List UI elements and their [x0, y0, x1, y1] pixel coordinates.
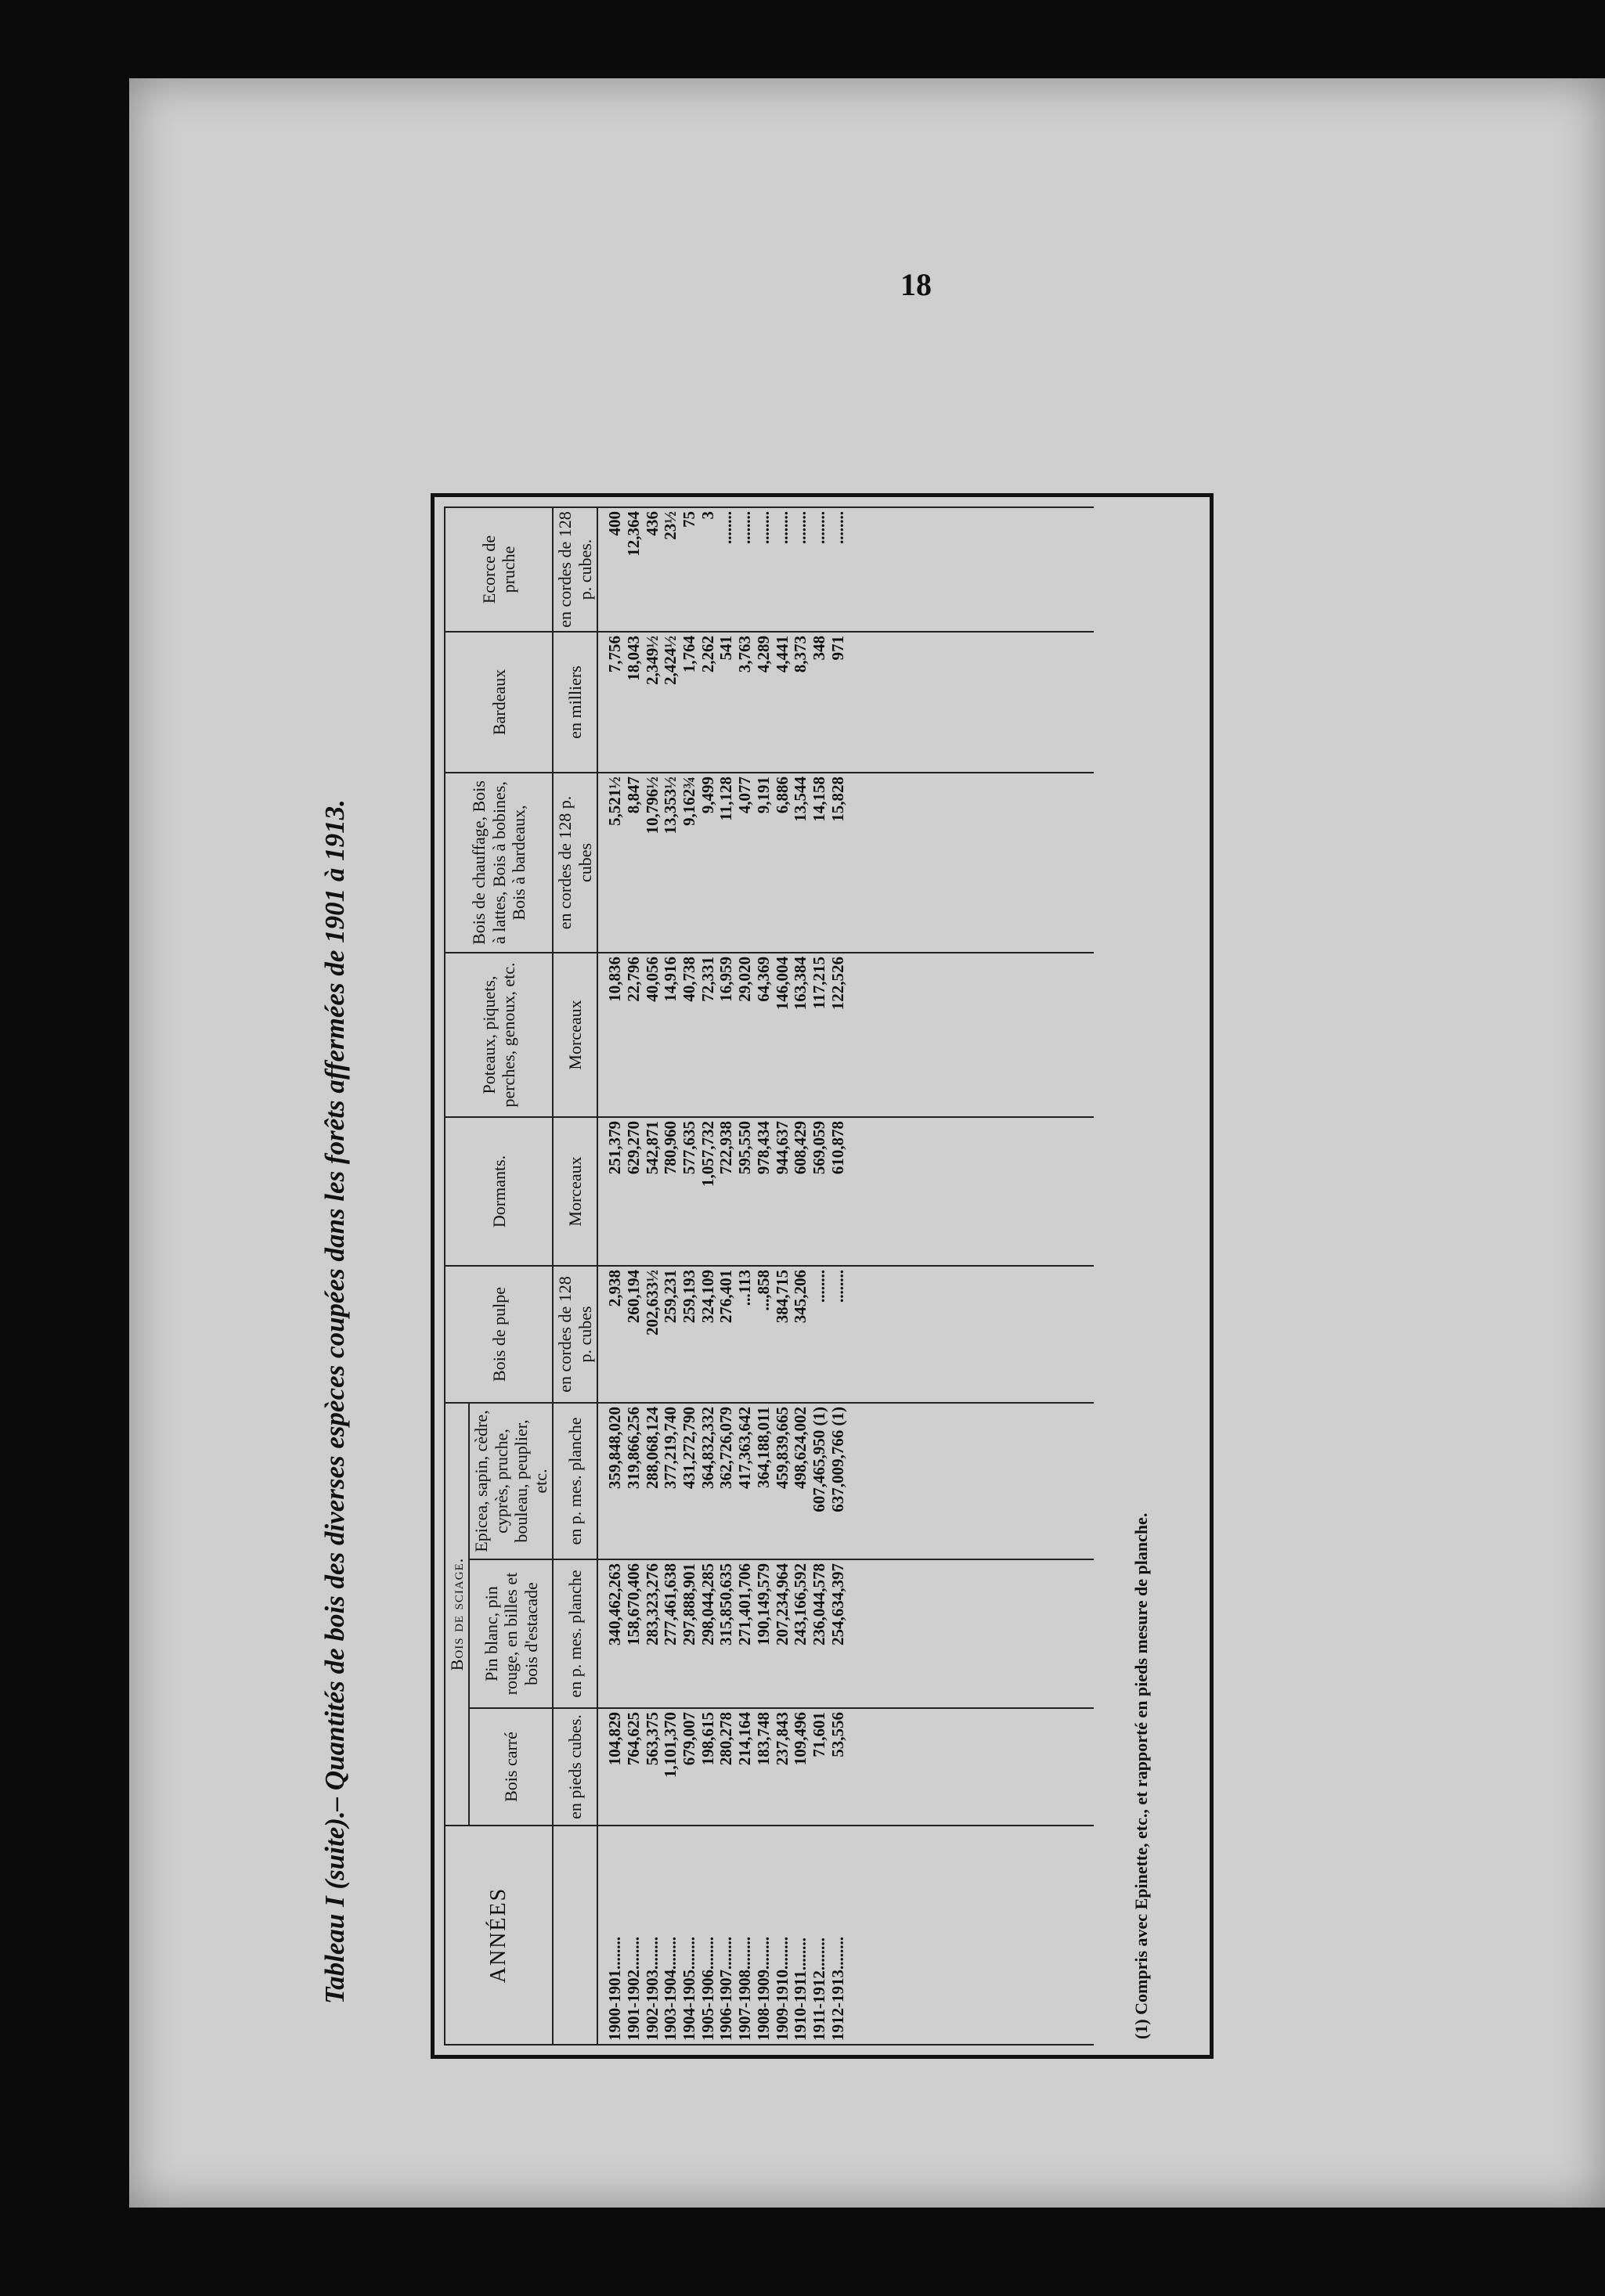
cell-bois-carre: 679,007: [679, 1712, 698, 1766]
header-ecorce: Ecorce de pruche: [445, 507, 553, 632]
cell-pulpe: 384,715: [772, 1269, 792, 1324]
cell-pin-blanc: 243,166,592: [791, 1563, 810, 1645]
cell-poteaux: 163,384: [791, 956, 810, 1011]
cell-year: 1900-1901........: [605, 1937, 625, 2041]
cell-poteaux: 40,056: [642, 956, 662, 1002]
cell-bois-carre: 198,615: [698, 1712, 717, 1766]
cell-dormants: 722,938: [716, 1120, 736, 1175]
cell-pulpe: ........: [809, 1269, 828, 1303]
cell-pin-blanc: 236,044,578: [809, 1563, 828, 1645]
cell-epicea: 288,068,124: [642, 1406, 662, 1489]
cell-pulpe: 345,206: [791, 1269, 810, 1324]
cell-ecorce: ........: [791, 510, 810, 544]
unit-bois-de-pulpe: en cordes de 128 p. cubes: [553, 1266, 597, 1403]
col-dormants: [597, 1117, 1094, 1266]
cell-ecorce: 12,364: [623, 510, 643, 557]
col-epicea: [597, 1403, 1094, 1559]
cell-bois-carre: 764,625: [623, 1712, 643, 1766]
col-bois-de-pulpe: [597, 1266, 1094, 1403]
cell-dormants: 577,635: [679, 1120, 698, 1175]
cell-ecorce: ........: [753, 510, 773, 544]
header-bardeaux: Bardeaux: [445, 632, 553, 773]
cell-bois-carre: 280,278: [716, 1712, 736, 1766]
cell-bardeaux: 8,373: [791, 635, 810, 673]
cell-year: 1906-1907........: [716, 1937, 736, 2041]
header-bois-chauffage: Bois de chauffage, Bois à lattes, Bois à bobines, Bois à bardeaux,: [445, 773, 553, 953]
cell-pin-blanc: 297,888,901: [679, 1563, 698, 1645]
cell-epicea: 637,009,766 (1): [828, 1406, 847, 1512]
table-title: Tableau I (suite).– Quantités de bois des diverses espèces coupées dans les forêts affermées de 1901 à 1913.: [319, 799, 350, 2004]
cell-dormants: 629,270: [623, 1120, 643, 1175]
unit-bois-chauffage: en cordes de 128 p. cubes: [553, 773, 597, 953]
header-bois-carre: Bois carré: [469, 1708, 553, 1826]
cell-pin-blanc: 315,850,635: [716, 1563, 736, 1645]
cell-chauffage: 13,353½: [661, 776, 680, 834]
cell-pulpe: 324,109: [698, 1269, 717, 1324]
col-bois-carre: [597, 1708, 1094, 1826]
cell-chauffage: 11,128: [716, 776, 736, 821]
cell-year: 1904-1905........: [679, 1937, 698, 2041]
cell-dormants: 978,434: [753, 1120, 773, 1175]
cell-ecorce: 3: [698, 510, 717, 520]
cell-dormants: 542,871: [642, 1120, 662, 1175]
cell-poteaux: 72,331: [698, 956, 717, 1002]
cell-ecorce: ........: [809, 510, 828, 544]
cell-bardeaux: 18,043: [623, 635, 643, 681]
cell-year: 1905-1906........: [698, 1937, 717, 2041]
page-number: 18: [900, 267, 932, 302]
cell-dormants: 944,637: [772, 1120, 792, 1175]
cell-epicea: 431,272,790: [679, 1406, 698, 1489]
cell-bois-carre: 104,829: [605, 1712, 625, 1766]
cell-ecorce: ........: [716, 510, 736, 544]
cell-bois-carre: 53,556: [828, 1712, 847, 1757]
cell-year: 1912-1913........: [828, 1937, 847, 2041]
col-annees: [597, 1826, 1094, 2045]
footnote: (1) Compris avec Epinette, etc., et rapporté en pieds mesure de planche.: [1131, 1512, 1151, 2039]
header-row-1: [445, 507, 469, 2045]
cell-pin-blanc: 271,401,706: [735, 1563, 755, 1645]
cell-poteaux: 14,916: [661, 956, 680, 1002]
cell-pulpe: ...,858: [753, 1269, 773, 1311]
cell-pulpe: 276,401: [716, 1269, 736, 1324]
cell-year: 1903-1904........: [661, 1937, 680, 2041]
unit-epicea: en p. mes. planche: [553, 1403, 597, 1559]
cell-ecorce: 75: [679, 510, 698, 528]
cell-dormants: 608,429: [791, 1120, 810, 1175]
cell-poteaux: 10,836: [605, 956, 625, 1002]
header-bois-de-sciage: Bois de sciage.: [445, 1403, 469, 1826]
cell-chauffage: 9,499: [698, 776, 717, 814]
cell-pulpe: ........: [828, 1269, 847, 1303]
cell-dormants: 1,057,732: [698, 1120, 717, 1187]
cell-poteaux: 146,004: [772, 956, 792, 1011]
cell-year: 1901-1902........: [623, 1937, 643, 2041]
cell-bois-carre: 563,375: [642, 1712, 662, 1766]
cell-bois-carre: 71,601: [809, 1712, 828, 1757]
cell-year: 1902-1903........: [642, 1937, 662, 2041]
cell-pin-blanc: 190,149,579: [753, 1563, 773, 1645]
cell-year: 1909-1910........: [772, 1937, 792, 2041]
cell-bardeaux: 4,289: [753, 635, 773, 673]
cell-ecorce: 436: [642, 510, 662, 536]
cell-poteaux: 16,959: [716, 956, 736, 1002]
header-bois-de-pulpe: Bois de pulpe: [445, 1266, 553, 1403]
cell-chauffage: 6,886: [772, 776, 792, 814]
cell-pin-blanc: 158,670,406: [623, 1563, 643, 1645]
cell-pulpe: 259,193: [679, 1269, 698, 1324]
cell-bardeaux: 2,424½: [661, 635, 680, 685]
cell-bardeaux: 1,764: [679, 635, 698, 673]
cell-poteaux: 40,738: [679, 956, 698, 1002]
cell-chauffage: 5,521½: [605, 776, 625, 826]
cell-year: 1908-1909........: [753, 1937, 773, 2041]
unit-dormants: Morceaux: [553, 1117, 597, 1266]
cell-chauffage: 8,847: [623, 776, 643, 814]
cell-ecorce: 23½: [661, 510, 680, 540]
cell-pulpe: 259,231: [661, 1269, 680, 1324]
cell-pulpe: 202,633½: [642, 1269, 662, 1335]
cell-pin-blanc: 277,461,638: [661, 1563, 680, 1645]
header-poteaux: Poteaux, piquets, perches, genoux, etc.: [445, 953, 553, 1117]
unit-ecorce: en cordes de 128 p. cubes.: [553, 507, 597, 632]
unit-pin-blanc: en p. mes. planche: [553, 1559, 597, 1708]
data-body-row: [597, 507, 1094, 2045]
cell-poteaux: 64,369: [753, 956, 773, 1002]
cell-bois-carre: 1,101,370: [661, 1712, 680, 1778]
cell-ecorce: ........: [828, 510, 847, 544]
cell-year: 1910-1911........: [791, 1937, 810, 2041]
cell-dormants: 251,379: [605, 1120, 625, 1175]
cell-bois-carre: 237,843: [772, 1712, 792, 1766]
cell-pulpe: 2,938: [605, 1269, 625, 1307]
cell-pulpe: ...113: [735, 1269, 755, 1307]
cell-dormants: 780,960: [661, 1120, 680, 1175]
cell-dormants: 595,550: [735, 1120, 755, 1175]
header-annees: ANNÉES: [445, 1826, 553, 2045]
cell-bardeaux: 4,441: [772, 635, 792, 673]
cell-bois-carre: 214,164: [735, 1712, 755, 1766]
cell-bardeaux: 348: [809, 635, 828, 661]
cell-epicea: 364,188,011: [753, 1406, 773, 1488]
rotated-content: [313, 485, 1237, 2114]
table-frame: [431, 493, 1214, 2059]
cell-bois-carre: 183,748: [753, 1712, 773, 1766]
cell-pin-blanc: 254,634,397: [828, 1563, 847, 1645]
cell-poteaux: 117,215: [809, 956, 828, 1010]
cell-epicea: 362,726,079: [716, 1406, 736, 1489]
cell-bardeaux: 2,349½: [642, 635, 662, 685]
cell-chauffage: 10,796½: [642, 776, 662, 834]
cell-chauffage: 9,191: [753, 776, 773, 814]
cell-chauffage: 14,158: [809, 776, 828, 822]
cell-year: 1911-1912........: [809, 1937, 828, 2041]
cell-bardeaux: 3,763: [735, 635, 755, 673]
cell-pin-blanc: 298,044,285: [698, 1563, 717, 1645]
cell-year: 1907-1908........: [735, 1937, 755, 2041]
header-epicea: Epicea, sapin, cèdre, cyprès, pruche, bouleau, peuplier, etc.: [469, 1403, 553, 1559]
cell-epicea: 498,624,002: [791, 1406, 810, 1489]
cell-ecorce: 400: [605, 510, 625, 536]
cell-bardeaux: 971: [828, 635, 847, 661]
header-pin-blanc: Pin blanc, pin rouge, en billes et bois d'estacade: [469, 1559, 553, 1708]
cell-epicea: 607,465,950 (1): [809, 1406, 828, 1512]
cell-chauffage: 9,162¾: [679, 776, 698, 826]
cell-epicea: 459,839,665: [772, 1406, 792, 1489]
cell-dormants: 610,878: [828, 1120, 847, 1175]
cell-epicea: 377,219,740: [661, 1406, 680, 1489]
cell-ecorce: ........: [772, 510, 792, 544]
cell-dormants: 569,059: [809, 1120, 828, 1175]
cell-bois-carre: 109,496: [791, 1712, 810, 1766]
cell-epicea: 359,848,020: [605, 1406, 625, 1489]
cell-pin-blanc: 283,323,276: [642, 1563, 662, 1645]
cell-poteaux: 29,020: [735, 956, 755, 1002]
unit-poteaux: Morceaux: [553, 953, 597, 1117]
cell-pin-blanc: 340,462,263: [605, 1563, 625, 1645]
data-table: [444, 506, 1094, 2045]
col-ecorce: [597, 507, 1094, 632]
cell-epicea: 364,832,332: [698, 1406, 717, 1489]
header-dormants: Dormants.: [445, 1117, 553, 1266]
cell-epicea: 319,866,256: [623, 1406, 643, 1489]
col-pin-blanc: [597, 1559, 1094, 1708]
cell-bardeaux: 541: [716, 635, 736, 661]
unit-bardeaux: en milliers: [553, 632, 597, 773]
unit-bois-carre: en pieds cubes.: [553, 1708, 597, 1826]
cell-epicea: 417,363,642: [735, 1406, 755, 1489]
cell-poteaux: 22,796: [623, 956, 643, 1002]
cell-poteaux: 122,526: [828, 956, 847, 1011]
col-poteaux: [597, 953, 1094, 1117]
col-bois-chauffage: [597, 773, 1094, 953]
units-row: [553, 507, 597, 2045]
cell-pin-blanc: 207,234,964: [772, 1563, 792, 1645]
cell-pulpe: 260,194: [623, 1269, 643, 1324]
unit-annees: [553, 1826, 597, 2045]
cell-chauffage: 13,544: [791, 776, 810, 822]
col-bardeaux: [597, 632, 1094, 773]
cell-ecorce: ........: [735, 510, 755, 544]
cell-bardeaux: 7,756: [605, 635, 625, 673]
cell-chauffage: 15,828: [828, 776, 847, 822]
cell-bardeaux: 2,262: [698, 635, 717, 673]
cell-chauffage: 4,077: [735, 776, 755, 814]
